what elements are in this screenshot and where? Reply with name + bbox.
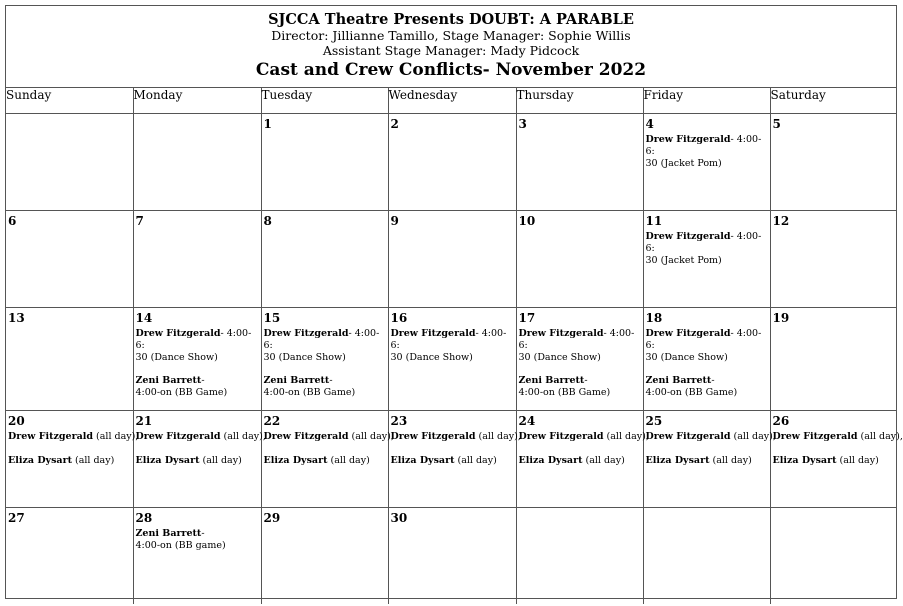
weekday-sunday: Sunday <box>6 88 133 113</box>
conflict-entry <box>264 328 388 364</box>
person-name: Drew Fitzgerald <box>645 327 731 339</box>
conflict-entry <box>136 328 261 364</box>
conflict-entry <box>8 455 133 467</box>
conflict-detail: (all day) <box>199 454 242 466</box>
calendar-week-row <box>6 410 896 507</box>
day-cell-22 <box>261 410 394 507</box>
conflict-detail: (all day) <box>582 454 625 466</box>
day-cell-15 <box>261 307 388 410</box>
conflict-entry <box>646 328 770 364</box>
person-name: Drew Fitzgerald <box>390 430 476 442</box>
day-number: 18 <box>645 310 663 325</box>
day-number: 17 <box>518 310 536 325</box>
person-name: Drew Fitzgerald <box>8 430 94 442</box>
day-number: 30 <box>390 510 408 525</box>
conflict-list <box>6 428 139 467</box>
day-number: 8 <box>263 213 272 228</box>
conflict-list <box>644 228 770 267</box>
conflict-detail: (all day), <box>93 430 139 442</box>
day-cell-16 <box>388 307 516 410</box>
empty-day-cell <box>6 113 133 210</box>
day-number: 29 <box>263 510 281 525</box>
day-number: 22 <box>263 413 281 428</box>
day-cell-27 <box>6 507 133 604</box>
day-cell-17 <box>516 307 643 410</box>
conflict-entry <box>136 528 261 552</box>
conflict-list <box>262 325 388 399</box>
conflict-entry <box>646 455 770 467</box>
conflict-entry <box>773 455 897 467</box>
person-name: Drew Fitzgerald <box>518 430 604 442</box>
day-number: 2 <box>390 116 399 131</box>
day-number: 12 <box>772 213 790 228</box>
weekday-thursday: Thursday <box>516 88 643 113</box>
day-number <box>134 114 261 131</box>
person-name: Eliza Dysart <box>135 454 200 466</box>
day-number: 26 <box>772 413 790 428</box>
day-number: 20 <box>8 413 25 428</box>
conflict-entry <box>264 455 388 467</box>
conflict-entry <box>518 430 649 443</box>
day-cell-30 <box>388 507 516 604</box>
person-name: Drew Fitzgerald <box>263 327 349 339</box>
day-cell-3 <box>516 113 643 210</box>
conflict-list <box>517 428 649 467</box>
day-cell-6 <box>6 210 133 307</box>
weekday-wednesday: Wednesday <box>388 88 516 113</box>
day-number: 5 <box>772 116 781 131</box>
conflict-list <box>644 325 770 399</box>
day-number <box>6 114 133 131</box>
day-number: 19 <box>772 310 790 325</box>
conflict-list <box>134 325 261 399</box>
day-cell-28 <box>133 507 261 604</box>
person-name: Zeni Barrett <box>135 374 202 386</box>
conflict-detail: - 4:00-6: 30 (Dance Show) <box>135 327 252 363</box>
conflict-list <box>517 325 643 399</box>
conflict-entry <box>772 430 903 443</box>
conflict-list <box>262 428 394 467</box>
day-cell-20 <box>6 410 139 507</box>
conflict-detail: (all day), <box>475 430 521 442</box>
conflict-detail: - 4:00-on (BB Game) <box>645 374 738 398</box>
conflict-entry <box>390 430 521 443</box>
person-name: Eliza Dysart <box>263 454 328 466</box>
person-name: Eliza Dysart <box>518 454 583 466</box>
day-number: 25 <box>645 413 663 428</box>
production-title: SJCCA Theatre Presents DOUBT: A PARABLE <box>268 11 634 28</box>
person-name: Eliza Dysart <box>8 454 72 466</box>
day-number: 21 <box>135 413 153 428</box>
day-number <box>644 508 770 525</box>
calendar-week-row <box>6 307 896 410</box>
conflict-entry <box>519 328 643 364</box>
day-number: 3 <box>518 116 527 131</box>
day-number: 15 <box>263 310 281 325</box>
conflict-entry <box>136 455 261 467</box>
day-number: 16 <box>390 310 408 325</box>
day-cell-5 <box>770 113 896 210</box>
person-name: Drew Fitzgerald <box>645 133 731 145</box>
conflict-detail: (all day) <box>327 454 370 466</box>
person-name: Eliza Dysart <box>390 454 455 466</box>
conflict-entry <box>391 455 516 467</box>
day-number: 24 <box>518 413 536 428</box>
conflict-detail: - 4:00-on (BB Game) <box>518 374 611 398</box>
person-name: Drew Fitzgerald <box>263 430 349 442</box>
conflict-detail: (all day) <box>709 454 752 466</box>
day-number: 27 <box>8 510 25 525</box>
calendar-header <box>6 6 896 88</box>
person-name: Drew Fitzgerald <box>135 327 221 339</box>
conflict-entry <box>519 375 643 399</box>
conflict-detail: - 4:00-6: 30 (Dance Show) <box>518 327 635 363</box>
day-number: 6 <box>8 213 17 228</box>
day-cell-11 <box>643 210 770 307</box>
conflict-entry <box>264 375 388 399</box>
conflict-detail: (all day) <box>454 454 497 466</box>
weekday-monday: Monday <box>133 88 261 113</box>
conflict-detail: (all day), <box>220 430 266 442</box>
conflict-list <box>644 131 770 170</box>
conflict-detail: (all day) <box>71 454 115 466</box>
day-cell-4 <box>643 113 770 210</box>
conflict-detail: (all day), <box>857 430 903 442</box>
calendar-week-row <box>6 210 896 307</box>
conflict-entry <box>391 328 516 364</box>
day-cell-19 <box>770 307 896 410</box>
day-number: 4 <box>645 116 654 131</box>
conflict-detail: (all day), <box>730 430 776 442</box>
empty-day-cell <box>770 507 896 604</box>
day-number: 28 <box>135 510 153 525</box>
person-name: Drew Fitzgerald <box>772 430 858 442</box>
person-name: Drew Fitzgerald <box>518 327 604 339</box>
conflict-detail: - 4:00-on (BB Game) <box>263 374 356 398</box>
conflict-entry <box>645 430 776 443</box>
day-number: 10 <box>518 213 536 228</box>
conflict-detail: (all day) <box>836 454 879 466</box>
weekday-tuesday: Tuesday <box>261 88 388 113</box>
day-number: 9 <box>390 213 399 228</box>
day-cell-1 <box>261 113 388 210</box>
conflict-entry <box>646 375 770 399</box>
person-name: Drew Fitzgerald <box>645 230 731 242</box>
conflict-list <box>771 428 903 467</box>
day-number: 11 <box>645 213 663 228</box>
day-cell-23 <box>388 410 521 507</box>
day-cell-14 <box>133 307 261 410</box>
conflicts-calendar-document <box>5 5 903 599</box>
day-number: 14 <box>135 310 153 325</box>
person-name: Eliza Dysart <box>772 454 837 466</box>
conflict-detail: - 4:00-6: 30 (Dance Show) <box>390 327 507 363</box>
day-number <box>517 508 643 525</box>
conflict-entry <box>519 455 643 467</box>
assistant-stage-manager-line: Assistant Stage Manager: Mady Pidcock <box>322 43 580 58</box>
conflict-detail: - 4:00-6: 30 (Jacket Pom) <box>645 133 762 169</box>
conflict-entry <box>646 134 770 170</box>
empty-day-cell <box>133 113 261 210</box>
weekday-saturday: Saturday <box>770 88 896 113</box>
day-cell-26 <box>770 410 903 507</box>
empty-day-cell <box>516 507 643 604</box>
conflict-entry <box>135 430 266 443</box>
conflict-entry <box>136 375 261 399</box>
person-name: Zeni Barrett <box>645 374 712 386</box>
day-cell-10 <box>516 210 643 307</box>
person-name: Drew Fitzgerald <box>135 430 221 442</box>
conflict-detail: - 4:00-6: 30 (Dance Show) <box>263 327 380 363</box>
conflict-entry <box>263 430 394 443</box>
weekday-friday: Friday <box>643 88 770 113</box>
conflict-list <box>134 428 266 467</box>
person-name: Drew Fitzgerald <box>645 430 731 442</box>
day-number: 13 <box>8 310 25 325</box>
calendar-week-row <box>6 507 896 604</box>
conflict-list <box>644 428 776 467</box>
day-number: 1 <box>263 116 272 131</box>
day-cell-2 <box>388 113 516 210</box>
conflict-detail: (all day), <box>603 430 649 442</box>
empty-day-cell <box>643 507 770 604</box>
weekday-header-row <box>6 88 896 113</box>
person-name: Zeni Barrett <box>135 527 202 539</box>
person-name: Drew Fitzgerald <box>390 327 476 339</box>
day-cell-7 <box>133 210 261 307</box>
day-cell-29 <box>261 507 388 604</box>
person-name: Zeni Barrett <box>263 374 330 386</box>
conflict-detail: (all day), <box>348 430 394 442</box>
day-cell-25 <box>643 410 776 507</box>
conflict-detail: - 4:00-on (BB game) <box>135 527 226 551</box>
conflict-detail: - 4:00-on (BB Game) <box>135 374 228 398</box>
day-cell-21 <box>133 410 266 507</box>
calendar-grid <box>6 88 903 604</box>
day-cell-8 <box>261 210 388 307</box>
day-cell-12 <box>770 210 896 307</box>
person-name: Zeni Barrett <box>518 374 585 386</box>
day-number: 23 <box>390 413 408 428</box>
conflict-detail: - 4:00-6: 30 (Jacket Pom) <box>645 230 762 266</box>
conflict-list <box>134 525 261 552</box>
conflict-entry <box>646 231 770 267</box>
conflict-list <box>389 325 516 364</box>
day-cell-9 <box>388 210 516 307</box>
director-line: Director: Jillianne Tamillo, Stage Manager: Sophie Willis <box>271 28 631 43</box>
calendar-subtitle: Cast and Crew Conflicts- November 2022 <box>255 60 647 80</box>
conflict-list <box>389 428 521 467</box>
day-cell-24 <box>516 410 649 507</box>
day-number: 7 <box>135 213 144 228</box>
calendar-week-row <box>6 113 896 210</box>
conflict-detail: - 4:00-6: 30 (Dance Show) <box>645 327 762 363</box>
person-name: Eliza Dysart <box>645 454 710 466</box>
day-cell-18 <box>643 307 770 410</box>
conflict-entry <box>8 430 139 443</box>
day-number <box>771 508 897 525</box>
day-cell-13 <box>6 307 133 410</box>
